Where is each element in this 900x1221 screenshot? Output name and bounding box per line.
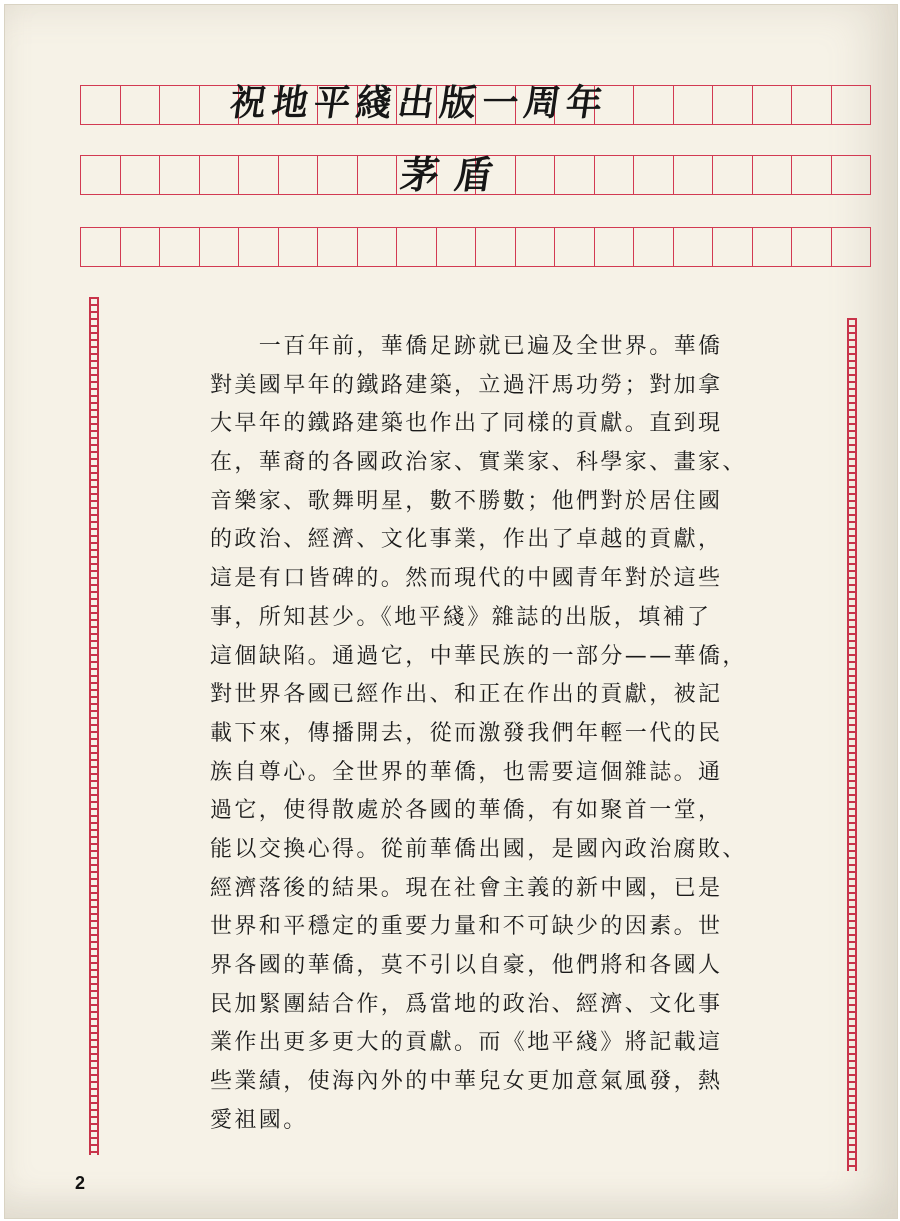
body-line: 對世界各國已經作出、和正在作出的貢獻，被記 [210, 682, 723, 708]
body-line: 一百年前，華僑足跡就已遍及全世界。華僑 [210, 334, 723, 359]
body-line: 過它，使得散處於各國的華僑，有如聚首一堂， [210, 798, 723, 824]
article-body [210, 328, 750, 1140]
body-line: 大早年的鐵路建築也作出了同樣的貢獻。直到現 [210, 411, 723, 437]
body-line: 這是有口皆碑的。然而現代的中國青年對於這些 [210, 566, 723, 592]
body-line: 些業績，使海內外的中華兒女更加意氣風發，熱 [210, 1069, 723, 1095]
body-line: 經濟落後的結果。現在社會主義的新中國，已是 [210, 875, 723, 901]
body-line: 愛祖國。 [210, 1107, 308, 1133]
body-line: 音樂家、歌舞明星，數不勝數；他們對於居住國 [210, 488, 723, 514]
manuscript-grid-row-blank [80, 227, 871, 267]
body-line: 事，所知甚少。《地平綫》雜誌的出版，填補了 [210, 604, 712, 630]
body-line: 的政治、經濟、文化事業，作出了卓越的貢獻， [210, 527, 723, 553]
decorative-border-left [89, 297, 99, 1155]
body-line: 能以交換心得。從前華僑出國，是國內政治腐敗、 [210, 836, 747, 862]
handwritten-author: 茅盾 [397, 153, 513, 197]
body-line: 業作出更多更大的貢獻。而《地平綫》將記載這 [210, 1030, 723, 1056]
body-line: 載下來，傳播開去，從而激發我們年輕一代的民 [210, 720, 723, 746]
body-line: 族自尊心。全世界的華僑，也需要這個雜誌。通 [210, 759, 723, 785]
page-number: 2 [75, 1173, 86, 1193]
body-line: 在，華裔的各國政治家、實業家、科學家、畫家、 [210, 450, 747, 476]
document-page [4, 4, 898, 1219]
body-line: 世界和平穩定的重要力量和不可缺少的因素。世 [210, 914, 723, 940]
body-line: 對美國早年的鐵路建築，立過汗馬功勞；對加拿 [210, 372, 723, 398]
handwritten-title: 祝地平綫出版一周年 [227, 83, 611, 124]
body-line: 這個缺陷。通過它，中華民族的一部分——華僑， [210, 643, 747, 669]
decorative-border-right [847, 318, 857, 1171]
body-line: 民加緊團結合作，爲當地的政治、經濟、文化事 [210, 991, 723, 1017]
body-line: 界各國的華僑，莫不引以自豪，他們將和各國人 [210, 953, 723, 978]
